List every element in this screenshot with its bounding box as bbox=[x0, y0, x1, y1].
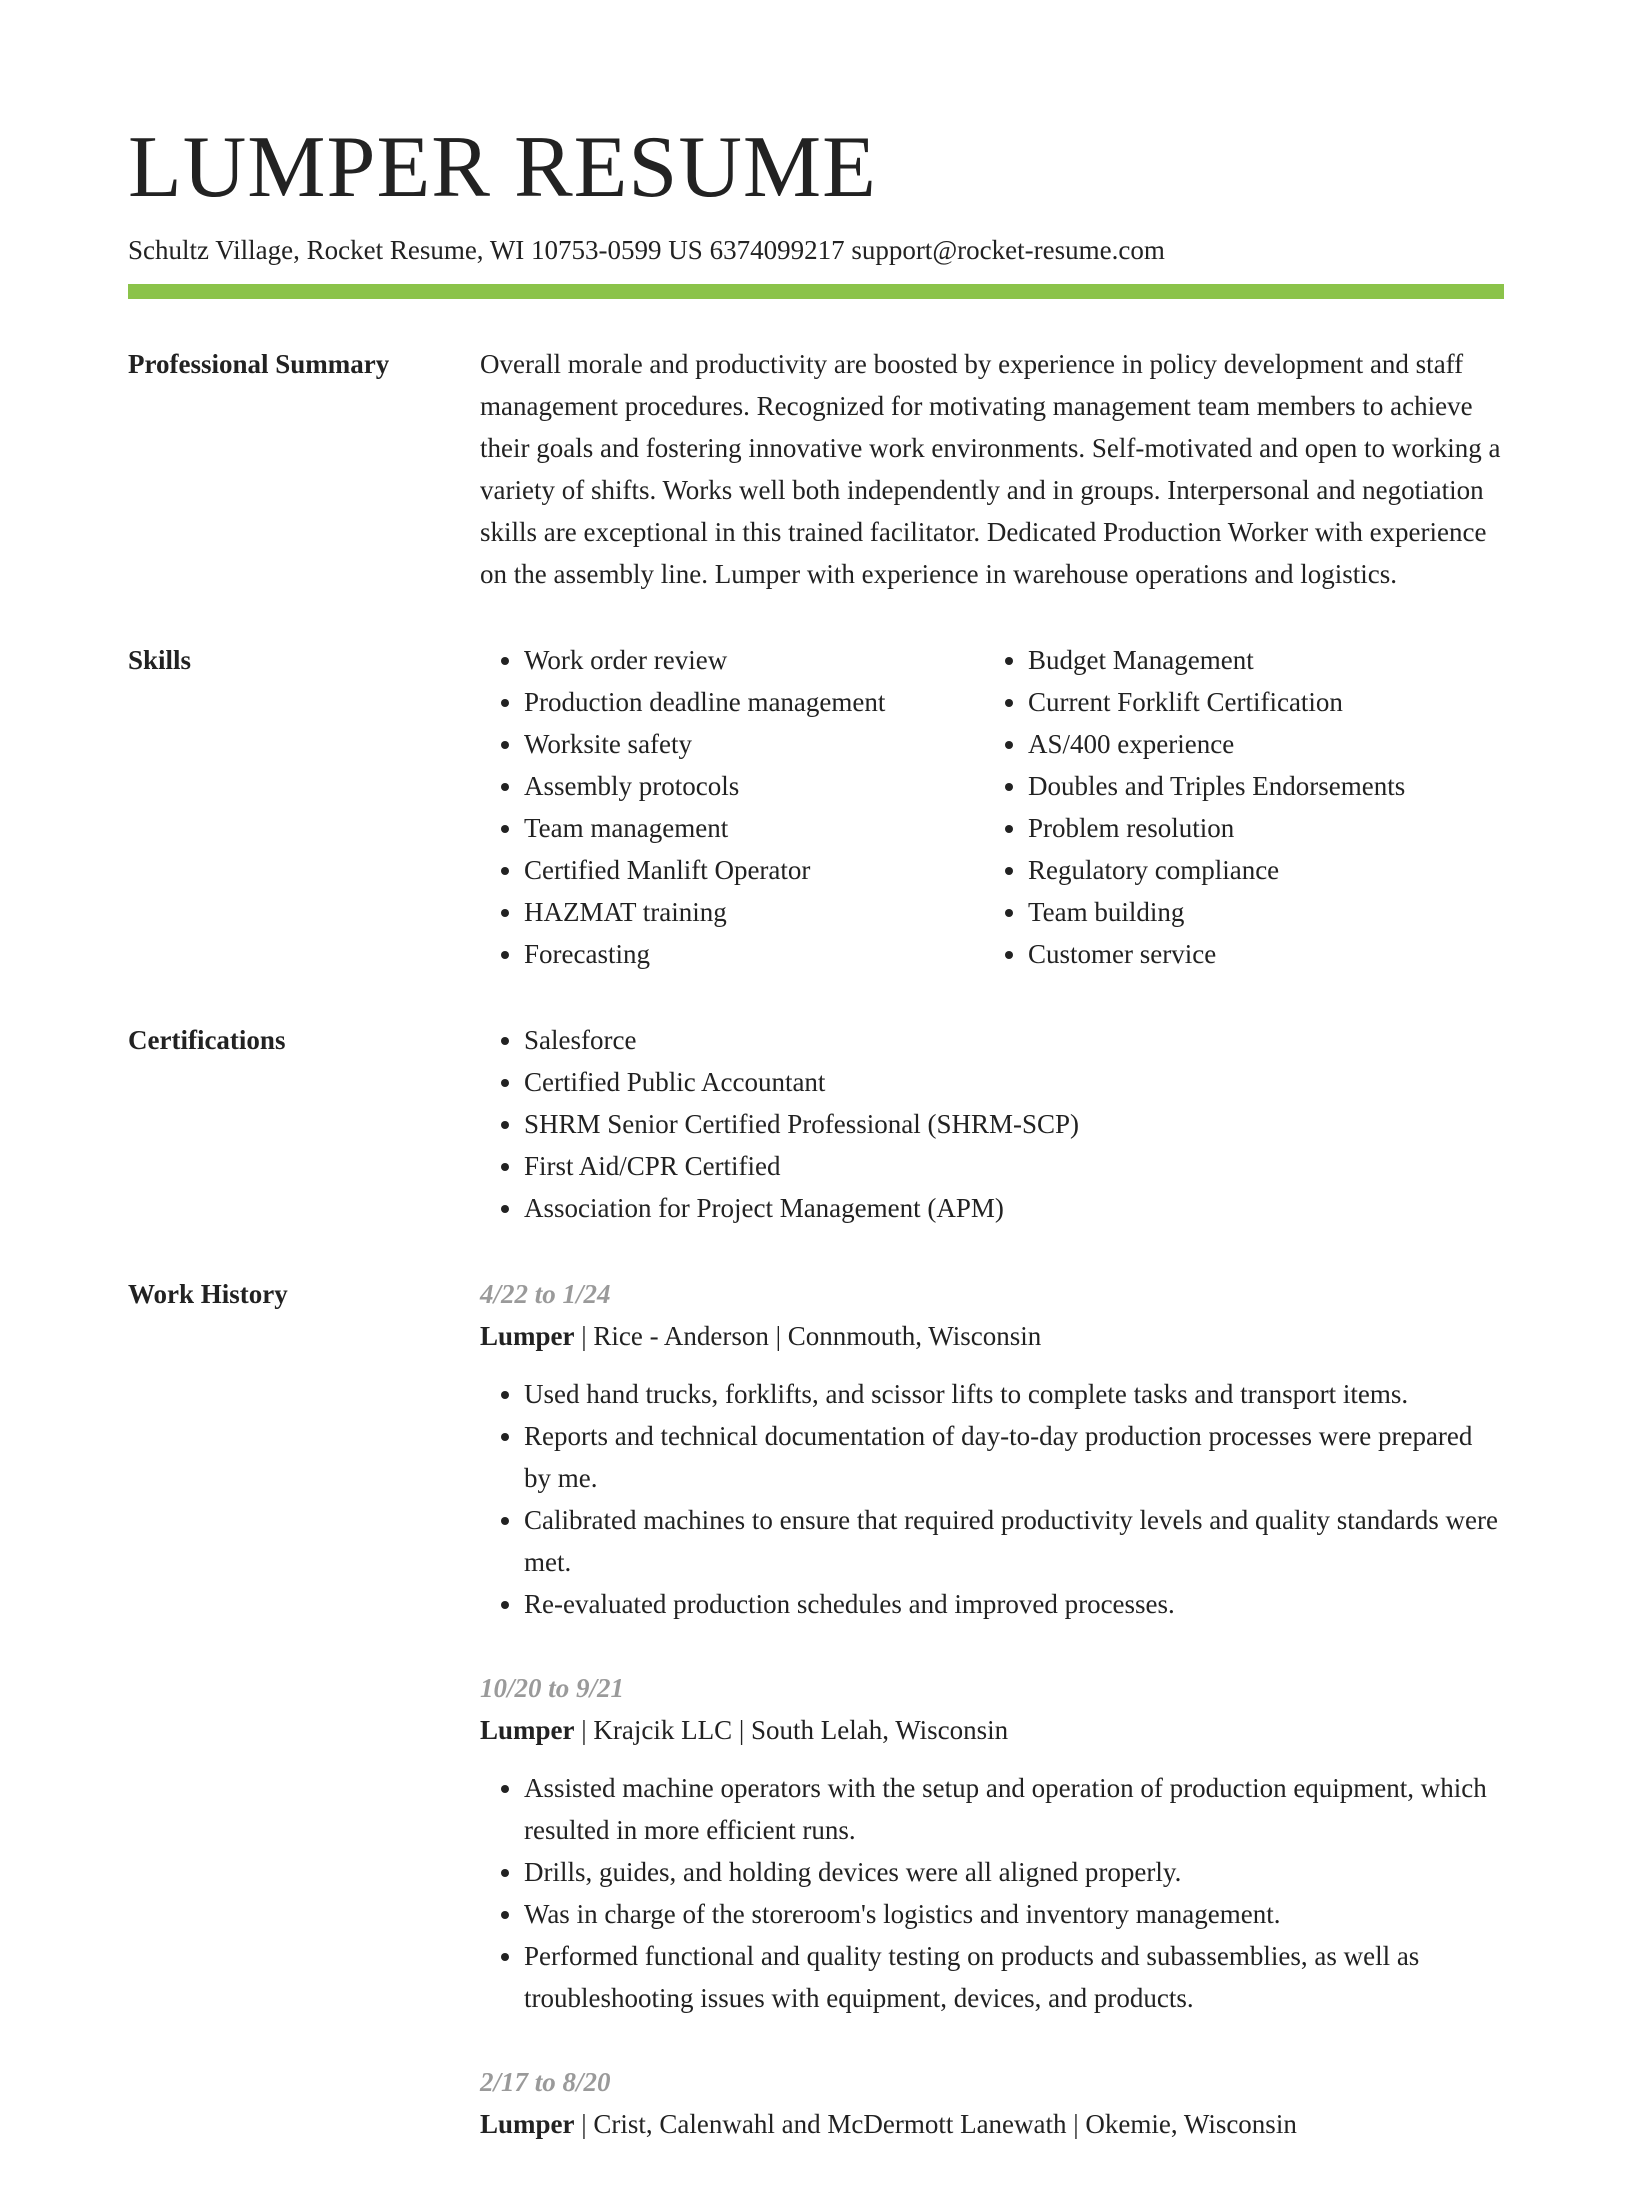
section-label: Work History bbox=[128, 1279, 288, 1309]
skills-section bbox=[128, 639, 1504, 975]
header-divider bbox=[128, 284, 1504, 299]
list-item: • Production deadline management bbox=[524, 681, 984, 723]
list-item: • Team management bbox=[524, 807, 984, 849]
job-title: Lumper bbox=[480, 2109, 575, 2139]
list-item: • Re-evaluated production schedules and improved processes. bbox=[524, 1583, 1504, 1625]
list-item: • SHRM Senior Certified Professional (SHRM-SCP) bbox=[524, 1103, 1504, 1145]
list-item: • Forecasting bbox=[524, 933, 984, 975]
list-item: • HAZMAT training bbox=[524, 891, 984, 933]
job-dates: 2/17 to 8/20 bbox=[480, 2067, 611, 2097]
job-header bbox=[480, 1315, 1504, 1357]
list-item: • Worksite safety bbox=[524, 723, 984, 765]
job-details: | Krajcik LLC | South Lelah, Wisconsin bbox=[574, 1715, 1009, 1745]
job-title: Lumper bbox=[480, 1715, 575, 1745]
job-dates: 10/20 to 9/21 bbox=[480, 1673, 625, 1703]
list-item: • Problem resolution bbox=[1028, 807, 1405, 849]
address: Schultz Village, Rocket Resume, WI 10753-0599 US bbox=[128, 235, 703, 265]
job-bullets bbox=[480, 1767, 1504, 2019]
job-header bbox=[480, 1709, 1504, 1751]
list-item: • Customer service bbox=[1028, 933, 1405, 975]
job-title: Lumper bbox=[480, 1321, 575, 1351]
list-item: • Assisted machine operators with the setup and operation of production equipment, which resulted in more efficient runs. bbox=[524, 1767, 1504, 1851]
list-item: • Current Forklift Certification bbox=[1028, 681, 1405, 723]
list-item: • Drills, guides, and holding devices were all aligned properly. bbox=[524, 1851, 1504, 1893]
list-item: • Was in charge of the storeroom's logistics and inventory management. bbox=[524, 1893, 1504, 1935]
list-item: • Budget Management bbox=[1028, 639, 1405, 681]
summary-text: Overall morale and productivity are boosted by experience in policy development and staff management procedures. Recognized for motivating management team members to achieve their goals and fostering innovative work environments. Self-motivated and open to working a variety of shifts. Works well both independently and in groups. Interpersonal and negotiation skills are exceptional in this trained facilitator. Dedicated Production Worker with experience on the assembly line. Lumper with experience in warehouse operations and logistics. bbox=[480, 349, 1501, 589]
summary-section bbox=[128, 343, 1504, 595]
job-details: | Rice - Anderson | Connmouth, Wisconsin bbox=[574, 1321, 1042, 1351]
work-history-section bbox=[128, 1273, 1504, 2187]
list-item: • Regulatory compliance bbox=[1028, 849, 1405, 891]
contact-line bbox=[128, 232, 1504, 268]
section-label: Skills bbox=[128, 645, 192, 675]
list-item: • Assembly protocols bbox=[524, 765, 984, 807]
job-header bbox=[480, 2103, 1504, 2145]
list-item: • First Aid/CPR Certified bbox=[524, 1145, 1504, 1187]
skills-list-left bbox=[480, 639, 984, 975]
job-dates: 4/22 to 1/24 bbox=[480, 1279, 611, 1309]
resume-page bbox=[128, 118, 1504, 2187]
list-item: • Calibrated machines to ensure that required productivity levels and quality standards were met. bbox=[524, 1499, 1504, 1583]
resume-title: LUMPER RESUME bbox=[128, 119, 877, 216]
list-item: • Association for Project Management (APM) bbox=[524, 1187, 1504, 1229]
list-item: • Certified Public Accountant bbox=[524, 1061, 1504, 1103]
job-entry bbox=[480, 1273, 1504, 1625]
list-item: • Certified Manlift Operator bbox=[524, 849, 984, 891]
job-entry bbox=[480, 1667, 1504, 2019]
list-item: • Work order review bbox=[524, 639, 984, 681]
list-item: • Doubles and Triples Endorsements bbox=[1028, 765, 1405, 807]
list-item: • Used hand trucks, forklifts, and scissor lifts to complete tasks and transport items. bbox=[524, 1373, 1504, 1415]
email: support@rocket-resume.com bbox=[851, 235, 1165, 265]
phone: 6374099217 bbox=[709, 235, 845, 265]
list-item: • Reports and technical documentation of day-to-day production processes were prepared by me. bbox=[524, 1415, 1504, 1499]
section-label: Professional Summary bbox=[128, 349, 390, 379]
list-item: • Salesforce bbox=[524, 1019, 1504, 1061]
list-item: • Team building bbox=[1028, 891, 1405, 933]
job-entry bbox=[480, 2061, 1504, 2145]
section-label: Certifications bbox=[128, 1025, 286, 1055]
list-item: • Performed functional and quality testing on products and subassemblies, as well as troubleshooting issues with equipment, devices, and products. bbox=[524, 1935, 1504, 2019]
certifications-section bbox=[128, 1019, 1504, 1229]
job-bullets bbox=[480, 1373, 1504, 1625]
list-item: • AS/400 experience bbox=[1028, 723, 1405, 765]
job-details: | Crist, Calenwahl and McDermott Lanewath | Okemie, Wisconsin bbox=[574, 2109, 1297, 2139]
certifications-list bbox=[480, 1019, 1504, 1229]
skills-list-right bbox=[984, 639, 1405, 975]
